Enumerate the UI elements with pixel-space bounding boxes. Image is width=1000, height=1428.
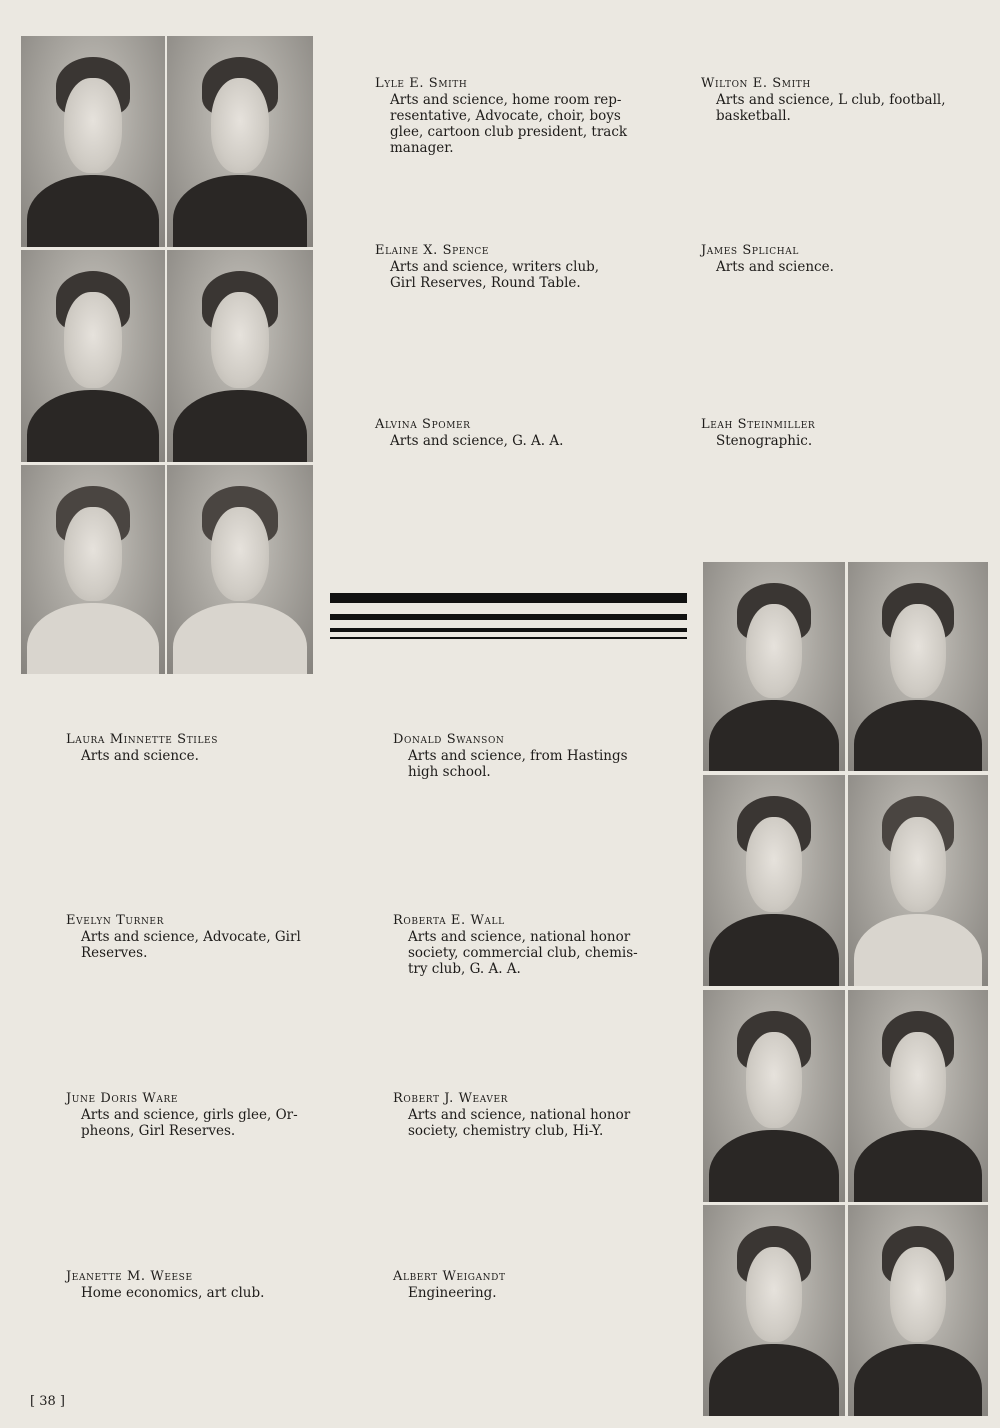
student-name: Albert Weigandt bbox=[393, 1269, 506, 1284]
portrait-photo bbox=[848, 775, 988, 986]
student-entry bbox=[66, 913, 366, 961]
student-name: James Splichal bbox=[701, 243, 799, 258]
student-entry bbox=[701, 243, 991, 275]
student-name: Alvina Spomer bbox=[375, 417, 471, 432]
decorative-rule bbox=[330, 628, 687, 632]
student-activities: Arts and science. bbox=[716, 259, 834, 275]
student-activities: Arts and science, girls glee, Or- pheons, Girl Reserves. bbox=[81, 1107, 298, 1139]
student-name: Lyle E. Smith bbox=[375, 76, 468, 91]
student-entry bbox=[375, 243, 675, 291]
student-entry bbox=[701, 417, 991, 449]
student-name: Laura Minnette Stiles bbox=[66, 732, 218, 747]
portrait-photo bbox=[21, 250, 165, 462]
portrait-photo bbox=[848, 1205, 988, 1416]
portrait-photo bbox=[703, 775, 845, 986]
student-name: June Doris Ware bbox=[66, 1091, 179, 1106]
student-name: Elaine X. Spence bbox=[375, 243, 490, 258]
student-name: Evelyn Turner bbox=[66, 913, 164, 928]
student-entry bbox=[375, 76, 675, 156]
page-number: [ 38 ] bbox=[30, 1394, 65, 1409]
student-activities: Arts and science, L club, football, basketball. bbox=[716, 92, 946, 124]
portrait-photo bbox=[167, 465, 313, 674]
student-entry bbox=[66, 1269, 366, 1301]
student-name: Leah Steinmiller bbox=[701, 417, 816, 432]
portrait-photo bbox=[167, 36, 313, 247]
student-entry bbox=[375, 417, 675, 449]
student-activities: Arts and science, home room rep- resentative, Advocate, choir, boys glee, cartoon club president, track manager. bbox=[390, 92, 628, 156]
student-entry bbox=[393, 913, 693, 977]
student-activities: Arts and science, Advocate, Girl Reserves. bbox=[81, 929, 301, 961]
student-name: Wilton E. Smith bbox=[701, 76, 811, 91]
student-name: Jeanette M. Weese bbox=[66, 1269, 193, 1284]
student-activities: Arts and science, from Hastings high school. bbox=[408, 748, 628, 780]
portrait-photo bbox=[703, 1205, 845, 1416]
student-name: Roberta E. Wall bbox=[393, 913, 505, 928]
portrait-photo bbox=[21, 36, 165, 247]
student-activities: Home economics, art club. bbox=[81, 1285, 265, 1301]
portrait-photo bbox=[848, 562, 988, 771]
student-name: Robert J. Weaver bbox=[393, 1091, 508, 1106]
student-activities: Arts and science, national honor society, commercial club, chemis- try club, G. A. A. bbox=[408, 929, 638, 977]
student-entry bbox=[66, 732, 366, 764]
student-entry bbox=[66, 1091, 366, 1139]
student-activities: Engineering. bbox=[408, 1285, 497, 1301]
decorative-rule bbox=[330, 637, 687, 639]
student-activities: Arts and science, national honor society, chemistry club, Hi-Y. bbox=[408, 1107, 631, 1139]
student-activities: Arts and science, G. A. A. bbox=[390, 433, 564, 449]
student-entry bbox=[701, 76, 991, 124]
decorative-rule bbox=[330, 614, 687, 620]
portrait-photo bbox=[703, 990, 845, 1202]
student-entry bbox=[393, 732, 693, 780]
student-activities: Stenographic. bbox=[716, 433, 813, 449]
portrait-photo bbox=[167, 250, 313, 462]
student-activities: Arts and science, writers club, Girl Reserves, Round Table. bbox=[390, 259, 600, 291]
decorative-rule bbox=[330, 593, 687, 603]
portrait-photo bbox=[703, 562, 845, 771]
portrait-photo bbox=[21, 465, 165, 674]
portrait-photo bbox=[848, 990, 988, 1202]
student-entry bbox=[393, 1269, 693, 1301]
student-activities: Arts and science. bbox=[81, 748, 199, 764]
student-name: Donald Swanson bbox=[393, 732, 505, 747]
student-entry bbox=[393, 1091, 693, 1139]
